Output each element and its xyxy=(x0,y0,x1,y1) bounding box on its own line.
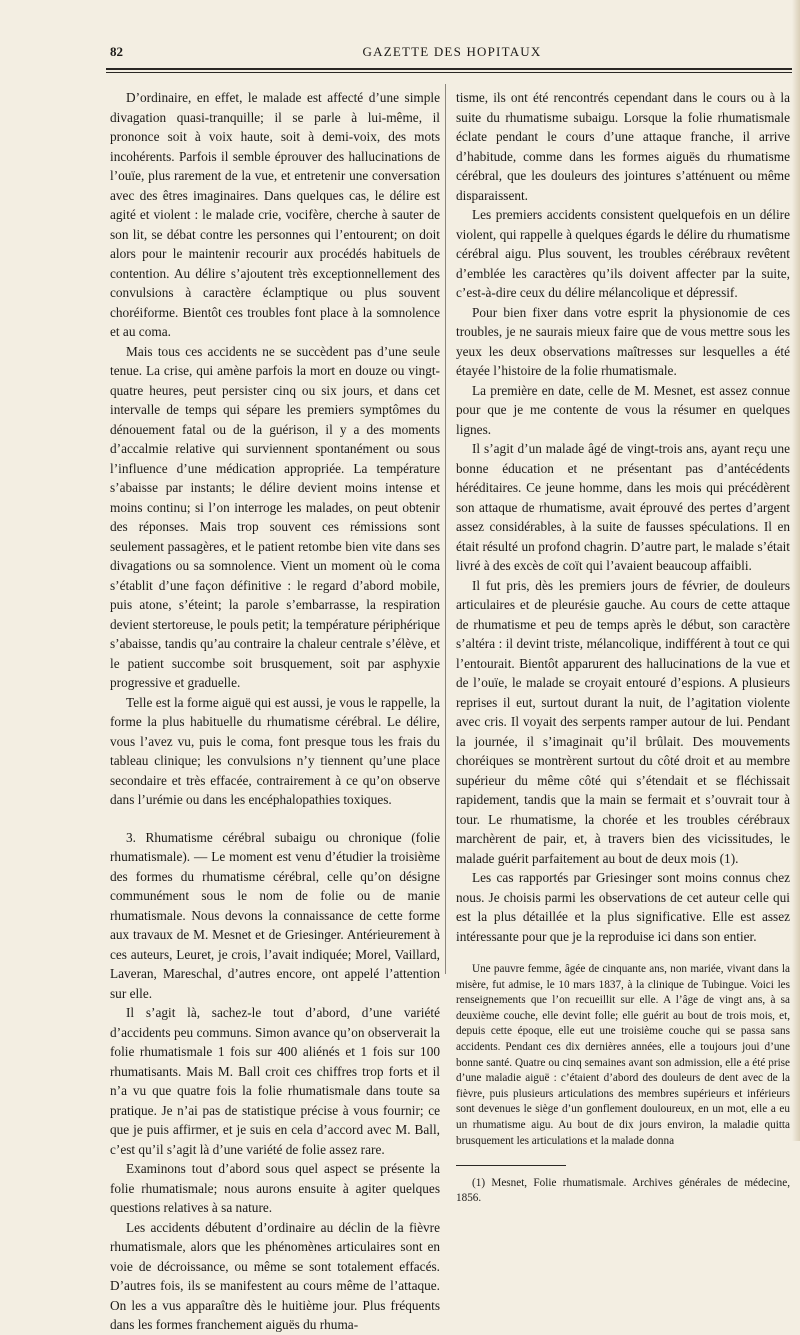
footnote: (1) Mesnet, Folie rhumatismale. Archives générales de médecine, 1856. xyxy=(456,1177,790,1205)
paragraph: Examinons tout d’abord sous quel aspect se présente la folie rhumatismale; nous aurons ensuite à agiter quelques questions relatives à sa nature. xyxy=(110,1161,440,1215)
right-column xyxy=(456,88,790,1206)
footnote-rule xyxy=(456,1165,566,1166)
header-rule-thin xyxy=(106,72,794,73)
paragraph: Les premiers accidents consistent quelquefois en un délire violent, qui rappelle à quelques égards le délire du rhumatisme cérébral aigu. Plus souvent, les troubles cérébraux revêtent d’emblée les caractères qu’ils doivent affecter par la suite, c’est-à-dire ceux du délire mélancolique et dépressif. xyxy=(456,207,790,300)
page-edge-shadow xyxy=(792,0,800,1141)
header-rule-thick xyxy=(106,68,794,70)
paragraph: Il s’agit d’un malade âgé de vingt-trois ans, ayant reçu une bonne éducation et ne présentant pas d’antécédents héréditaires. Ce jeune homme, dans les mois qui précédèrent son attaque de rhumatisme, avait éprouvé des pertes d’argent assez considérables, à la suite de fausses spéculations. Il en était résulté un profond chagrin. D’autre part, le malade s’était livré à des excès de coït qui l’avaient beaucoup affaibli. xyxy=(456,441,790,573)
page-header xyxy=(110,44,794,66)
paragraph: Mais tous ces accidents ne se succèdent pas d’une seule tenue. La crise, qui amène parfois la mort en douze ou vingt-quatre heures, peut persister cinq ou six jours, et dans cet intervalle de temps qui sépare les premiers symptômes du dénouement fatal ou de la guérison, il y a des moments d’accalmie relative qui surviennent spontanément ou sous l’influence d’une médication appropriée. La température s’abaisse par instants; le délire devient moins intense et moins continu; si l’on interroge les malades, on peut obtenir des réponses. Mais trop souvent ces rémissions sont seulement passagères, et le patient retombe bien vite dans ses divagations ou sa somnolence. Vient un moment où le coma s’établit d’une façon définitive : le regard d’abord mobile, puis atone, s’éteint; la parole s’embarrasse, la respiration devient stertoreuse, le pouls petit; la température périphérique s’abaisse, tandis qu’au contraire la chaleur centrale s’élève, et le patient succombe soit brusquement, soit par asphyxie progressive et graduelle. xyxy=(110,343,440,690)
paragraph: Telle est la forme aiguë qui est aussi, je vous le rappelle, la forme la plus habituelle du rhumatisme cérébral. Le délire, vous l’avez vu, puis le coma, font presque tous les frais du tableau clinique; les convulsions n’y tiennent qu’une place secondaire et très effacée, contrairement à ce qu’on observe dans l’urémie ou dans les encéphalopathies toxiques. xyxy=(110,694,440,807)
paragraph: Les cas rapportés par Griesinger sont moins connus chez nous. Je choisis parmi les observations de cet auteur celle qui est la plus détaillée et la plus significative. Elle est assez intéressante pour que je la reproduise ici dans son entier. xyxy=(456,870,790,944)
quoted-observation: Une pauvre femme, âgée de cinquante ans, non mariée, vivant dans la misère, fut admise, le 10 mars 1837, à la clinique de Tubingue. Voici les renseignements que l’on recueillit sur elle. A l’âge de vingt ans, à sa deuxième couche, elle devint folle; elle guérit au bout de trois mois, et, depuis cette époque, elle eut une troisième couche qui se passa sans accidents. Pendant ces dix dernières années, elle a toujours joui d’une bonne santé. Quatre ou cinq semaines avant son admission, elle a été prise d’une maladie aiguë : c’étaient d’abord des douleurs de dent avec de la fièvre, puis plusieurs articulations des membres supérieurs et inférieurs sont devenues le siège d’un gonflement douloureux, en un mot, elle a eu un rhumatisme aigu. Au bout de dix jours environ, la maladie quitta brusquement les articulations et la malade donna xyxy=(456,963,790,1147)
paragraph: Il fut pris, dès les premiers jours de février, de douleurs articulaires et de pleurésie gauche. Au cours de cette attaque de rhumatisme et peu de temps après le début, son caractère s’altéra : il devint triste, mélancolique, indifférent à tout ce qui l’entourait. Bientôt apparurent des hallucinations de la vue et de l’ouïe, le malade se croyait entouré d’espions. A plusieurs reprises il eut, surtout durant la nuit, de l’agitation violente avec cris. Il voyait des serpents ramper autour de lui. Pendant la journée, il s’imaginait qu’il brûlait. Des mouvements choréiques se montrèrent surtout du côté droit et au membre supérieur du même côté qui s’étendait et se fléchissait rapidement, tandis que la main se fermait et s’ouvrait tour à tour. Le rhumatisme, la chorée et les troubles cérébraux marchèrent de pair, et, à travers bien des vicissitudes, le malade guérit parfaitement au bout de deux mois (1). xyxy=(456,577,790,866)
section-heading-paragraph: 3. Rhumatisme cérébral subaigu ou chronique (folie rhumatismale). — Le moment est venu d’étudier la troisième des formes du rhumatisme cérébral, celle qu’on désigne communément sous le nom de folie ou de manie rhumatismale. Nous devons la connaissance de cette forme aux travaux de M. Mesnet et de Griesinger. Antérieurement à ces auteurs, Leuret, je crois, l’avait indiquée; Morel, Vaillard, Laveran, Mareschal, d’autres encore, ont appelé l’attention sur elle. xyxy=(110,829,440,1001)
left-column xyxy=(110,88,440,1335)
column-divider xyxy=(445,84,446,974)
paragraph: D’ordinaire, en effet, le malade est affecté d’une simple divagation quasi-tranquille; il se parle à lui-même, il prononce soit à voix haute, soit à demi-voix, des mots incohérents. Parfois il semble éprouver des hallucinations de l’ouïe, plus rarement de la vue, et entretenir une conversation avec des êtres imaginaires. Dans quelques cas, le délire est agité et violent : le malade crie, vocifère, cherche à sauter de son lit, se débat contre les personnes qui l’entourent; on doit alors pour le maintenir recourir aux procédés habituels de contention. Au délire s’ajoutent très exceptionnellement des convulsions à caractère éclamptique ou plus souvent choréiforme. Bientôt ces troubles font place à la somnolence et au coma. xyxy=(110,90,440,339)
paragraph: tisme, ils ont été rencontrés cependant dans le cours ou à la suite du rhumatisme subaigu. Lorsque la folie rhumatismale éclate pendant le cours d’une attaque franche, il arrive d’habitude, comme dans les formes aiguës du rhumatisme cérébral, que les douleurs des jointures s’atténuent ou même disparaissent. xyxy=(456,90,790,203)
page-number: 82 xyxy=(110,44,123,59)
paragraph: Les accidents débutent d’ordinaire au déclin de la fièvre rhumatismale, alors que les phénomènes articulaires sont en voie de décroissance, ou même se sont totalement effacés. D’autres fois, ils se manifestent au cours même de l’attaque. On les a vus apparaître dès le huitième jour. Plus fréquents dans les formes franchement aiguës du rhuma- xyxy=(110,1219,440,1332)
journal-title: GAZETTE DES HOPITAUX xyxy=(362,44,542,59)
paragraph: La première en date, celle de M. Mesnet, est assez connue pour que je me contente de vous la résumer en quelques lignes. xyxy=(456,382,790,437)
paragraph: Il s’agit là, sachez-le tout d’abord, d’une variété d’accidents peu communs. Simon avance qu’on observerait la folie rhumatismale 1 fois sur 400 aliénés et 1 fois sur 100 rhumatisants. Mais M. Ball croit ces chiffres trop forts et il n’a vu que quatre fois la folie rhumatismale dans toute sa pratique. Je n’ai pas de statistique précise à vous fournir; ce que je puis affirmer, et je suis en cela d’accord avec M. Ball, c’est qu’il s’agit là d’une variété de folie assez rare. xyxy=(110,1005,440,1157)
paragraph: Pour bien fixer dans votre esprit la physionomie de ces troubles, je ne saurais mieux faire que de vous mettre sous les yeux les deux observations maîtresses sur lesquelles a été étayée l’histoire de la folie rhumatismale. xyxy=(456,304,790,378)
